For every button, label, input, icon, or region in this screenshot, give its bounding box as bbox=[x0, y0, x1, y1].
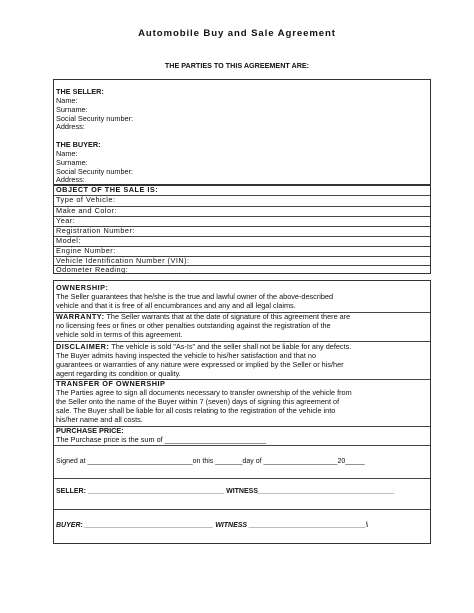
disclaimer-line-2: The Buyer admits having inspected the vehicle to his/her satisfaction and that no bbox=[56, 351, 317, 360]
purchase-heading: PURCHASE PRICE: bbox=[56, 426, 124, 435]
document-title: Automobile Buy and Sale Agreement bbox=[138, 28, 336, 39]
disclaimer-heading: DISCLAIMER: bbox=[56, 342, 110, 351]
model-label: Model: bbox=[56, 236, 81, 245]
parties-heading: THE PARTIES TO THIS AGREEMENT ARE: bbox=[164, 61, 310, 70]
clauses-table bbox=[53, 280, 431, 544]
make-color-label: Make and Color: bbox=[56, 205, 118, 215]
transfer-heading: TRANSFER OF OWNERSHIP bbox=[56, 379, 166, 388]
vin-label: Vehicle Identification Number (VIN): bbox=[56, 255, 190, 265]
ownership-heading: OWNERSHIP: bbox=[56, 283, 109, 292]
transfer-line-4: his/her name and all costs. bbox=[56, 415, 143, 424]
clause-divider bbox=[54, 509, 430, 510]
row-divider bbox=[54, 216, 430, 217]
warranty-text: The Seller warrants that at the date of signature of this agreement there are bbox=[104, 312, 351, 321]
buyer-surname-label: Surname: bbox=[56, 158, 88, 167]
object-table bbox=[53, 185, 431, 274]
transfer-line-1: The Parties agree to sign all documents necessary to transfer ownership of the vehicle from bbox=[56, 388, 352, 397]
engine-number-label: Engine Number: bbox=[56, 246, 116, 255]
buyer-address-label: Address: bbox=[56, 175, 85, 184]
seller-signature-line bbox=[56, 488, 394, 497]
seller-surname-label: Surname: bbox=[56, 105, 88, 114]
purchase-price-line: The Purchase price is the sum of _________________________ bbox=[56, 435, 267, 444]
vehicle-type-label: Type of Vehicle: bbox=[56, 195, 116, 204]
warranty-line-2: no licensing fees or fines or other penalties outstanding against the registration of the bbox=[56, 321, 331, 330]
disclaimer-line-4: agent regarding its condition or quality. bbox=[56, 369, 181, 378]
clause-divider bbox=[54, 478, 430, 479]
seller-signature-text: SELLER: ___________________________________ WITNESS___________________________________ bbox=[56, 488, 395, 495]
buyer-ssn-label: Social Security number: bbox=[56, 166, 134, 176]
buyer-signature-line: BUYER: _________________________________ WITNESS ______________________________\ bbox=[56, 522, 368, 529]
buyer-heading: THE BUYER: bbox=[56, 140, 101, 149]
odometer-label: Odometer Reading: bbox=[56, 264, 129, 274]
ownership-line-1: The Seller guarantees that he/she is the true and lawful owner of the above-described bbox=[56, 292, 334, 301]
warranty-heading: WARRANTY: bbox=[56, 312, 105, 321]
disclaimer-line-3: guarantees or warranties of any nature were expressed or implied by the Seller or his/her bbox=[56, 360, 344, 369]
clause-divider bbox=[54, 445, 430, 446]
object-heading: OBJECT OF THE SALE IS: bbox=[56, 185, 159, 194]
seller-address-label: Address: bbox=[56, 122, 85, 131]
seller-name-label: Name: bbox=[56, 96, 78, 105]
row-divider bbox=[54, 236, 430, 237]
buyer-name-label: Name: bbox=[56, 149, 78, 158]
seller-ssn-label: Social Security number: bbox=[56, 113, 134, 123]
signed-at-line: Signed at ___________________________on this _______day of ___________________20_____ bbox=[56, 458, 365, 465]
parties-box bbox=[53, 79, 431, 185]
registration-number-label: Registration Number: bbox=[56, 226, 135, 235]
seller-heading: THE SELLER: bbox=[56, 87, 104, 96]
warranty-line-3: vehicle sold in terms of this agreement. bbox=[56, 330, 183, 339]
transfer-line-2: the Seller onto the name of the Buyer within 7 (seven) days of signing this agreement of bbox=[56, 397, 340, 406]
year-label: Year: bbox=[56, 216, 76, 225]
ownership-line-2: vehicle and that it is free of all encumbrances and any and all legal claims. bbox=[56, 301, 296, 310]
transfer-line-3: sale. The Buyer shall be liable for all costs relating to the registration of the vehicle into bbox=[56, 406, 336, 415]
disclaimer-text: The vehicle is sold "As-Is" and the seller shall not be liable for any defects. bbox=[109, 342, 352, 351]
